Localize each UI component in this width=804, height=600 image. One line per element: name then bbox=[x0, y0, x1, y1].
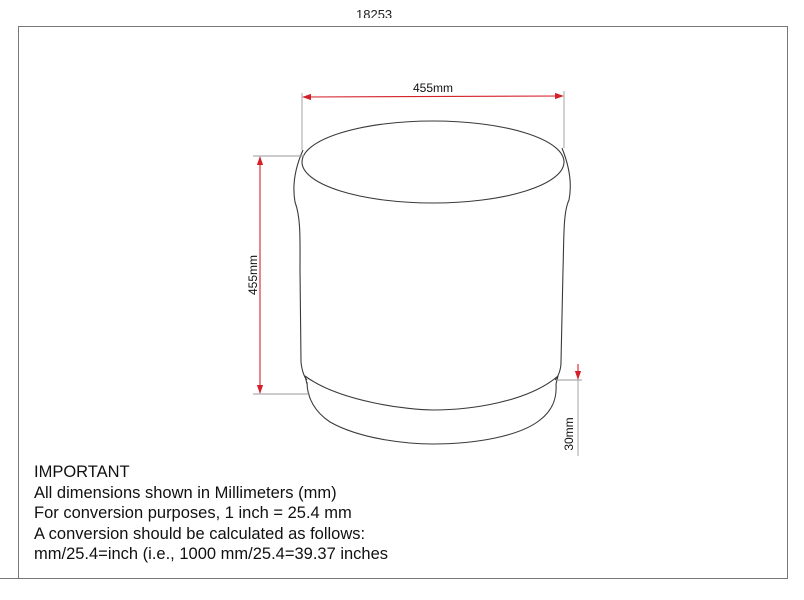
notes-line: For conversion purposes, 1 inch = 25.4 mm bbox=[34, 504, 352, 522]
width-dimension-line bbox=[303, 96, 563, 97]
drawing-number: 18253 bbox=[356, 8, 393, 18]
ottoman-left-side bbox=[294, 150, 307, 380]
ottoman-top-ellipse bbox=[302, 121, 564, 203]
notes-line: All dimensions shown in Millimeters (mm) bbox=[34, 483, 337, 502]
height-dimension bbox=[246, 157, 260, 393]
ottoman-base-bottom-curve bbox=[307, 382, 556, 444]
height-dimension-label: 455mm bbox=[246, 254, 260, 296]
base-height-label: 30mm bbox=[562, 417, 576, 451]
ottoman-base-top-curve bbox=[305, 376, 558, 410]
base-height-dimension bbox=[562, 364, 578, 456]
conversion-notes bbox=[34, 462, 388, 565]
ottoman-right-side bbox=[555, 148, 570, 380]
notes-heading: IMPORTANT bbox=[34, 463, 130, 481]
extension-lines bbox=[253, 91, 582, 394]
width-dimension bbox=[303, 81, 563, 97]
ottoman-outline bbox=[294, 121, 570, 444]
width-dimension-label: 455mm bbox=[412, 81, 454, 95]
notes-line: A conversion should be calculated as follows: bbox=[34, 524, 366, 543]
notes-line: mm/25.4=inch (i.e., 1000 mm/25.4=39.37 inches bbox=[34, 545, 389, 563]
